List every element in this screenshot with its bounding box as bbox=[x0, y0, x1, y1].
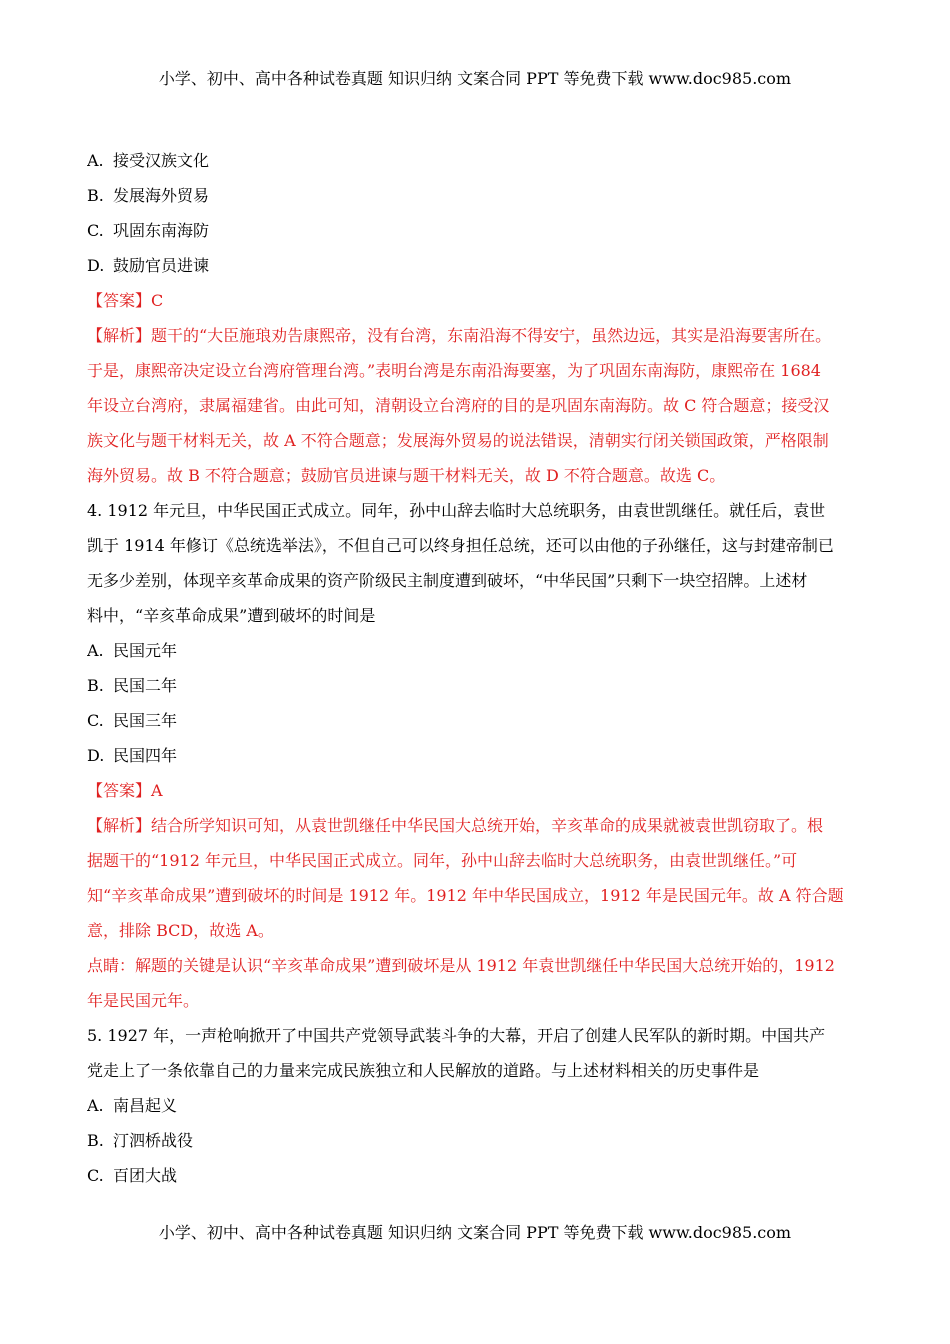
q3-analysis-line: 于是，康熙帝决定设立台湾府管理台湾。”表明台湾是东南沿海要塞，为了巩固东南海防，康熙帝在 1684 bbox=[87, 361, 821, 380]
q4-option-d: D. 民国四年 bbox=[87, 746, 178, 765]
q4-stem-line: 无多少差别，体现辛亥革命成果的资产阶级民主制度遭到破坏，“中华民国”只剩下一块空招牌。上述材 bbox=[87, 571, 808, 590]
q5-stem-line: 5. 1927 年，一声枪响掀开了中国共产党领导武装斗争的大幕，开启了创建人民军队的新时期。中国共产 bbox=[87, 1026, 826, 1045]
q5-option-c: C. 百团大战 bbox=[87, 1166, 178, 1185]
q4-analysis bbox=[87, 808, 867, 1018]
document-body bbox=[87, 143, 867, 1193]
q4-analysis-line: 据题干的“1912 年元旦，中华民国正式成立。同年，孙中山辞去临时大总统职务，由袁世凯继任。”可 bbox=[87, 851, 798, 870]
q5-stem bbox=[87, 1018, 867, 1088]
q3-analysis-line: 年设立台湾府，隶属福建省。由此可知，清朝设立台湾府的目的是巩固东南海防。故 C 符合题意；接受汉 bbox=[87, 396, 830, 415]
q3-analysis-line: 【解析】题干的“大臣施琅劝告康熙帝，没有台湾，东南沿海不得安宁，虽然边远，其实是沿海要害所在。 bbox=[87, 326, 832, 345]
q5-option-a: A. 南昌起义 bbox=[87, 1096, 178, 1115]
q3-option-c: C. 巩固东南海防 bbox=[87, 221, 210, 240]
q4-analysis-line: 【解析】结合所学知识可知，从袁世凯继任中华民国大总统开始，辛亥革命的成果就被袁世凯窃取了。根 bbox=[87, 816, 824, 835]
q3-option-d: D. 鼓励官员进谏 bbox=[87, 256, 210, 275]
q3-answer: 【答案】C bbox=[87, 291, 164, 310]
q4-tip-line: 年是民国元年。 bbox=[87, 991, 200, 1010]
q4-answer: 【答案】A bbox=[87, 781, 163, 800]
q3-analysis-line: 海外贸易。故 B 不符合题意；鼓励官员进谏与题干材料无关，故 D 不符合题意。故选 C。 bbox=[87, 466, 726, 485]
q3-option-b: B. 发展海外贸易 bbox=[87, 186, 210, 205]
q4-stem-line: 料中，“辛亥革命成果”遭到破坏的时间是 bbox=[87, 606, 376, 625]
q5-stem-line: 党走上了一条依靠自己的力量来完成民族独立和人民解放的道路。与上述材料相关的历史事件是 bbox=[87, 1061, 760, 1080]
q3-options bbox=[87, 143, 867, 283]
q5-options bbox=[87, 1088, 867, 1193]
q4-options bbox=[87, 633, 867, 773]
q3-option-a: A. 接受汉族文化 bbox=[87, 151, 210, 170]
q5-option-b: B. 汀泗桥战役 bbox=[87, 1131, 194, 1150]
q4-stem-line: 凯于 1914 年修订《总统选举法》，不但自己可以终身担任总统，还可以由他的子孙继任，这与封建帝制已 bbox=[87, 536, 834, 555]
q4-stem bbox=[87, 493, 867, 633]
q4-stem-line: 4. 1912 年元旦，中华民国正式成立。同年，孙中山辞去临时大总统职务，由袁世凯继任。就任后，袁世 bbox=[87, 501, 826, 520]
page-header: 小学、初中、高中各种试卷真题 知识归纳 文案合同 PPT 等免费下载 www.doc985.com bbox=[158, 69, 792, 88]
q4-option-c: C. 民国三年 bbox=[87, 711, 178, 730]
page-footer: 小学、初中、高中各种试卷真题 知识归纳 文案合同 PPT 等免费下载 www.doc985.com bbox=[158, 1223, 792, 1242]
q3-analysis bbox=[87, 318, 867, 493]
q4-analysis-line: 知“辛亥革命成果”遭到破坏的时间是 1912 年。1912 年中华民国成立，1912 年是民国元年。故 A 符合题 bbox=[87, 886, 844, 905]
q4-option-a: A. 民国元年 bbox=[87, 641, 178, 660]
q4-analysis-line: 意，排除 BCD，故选 A。 bbox=[87, 921, 274, 940]
q3-analysis-line: 族文化与题干材料无关，故 A 不符合题意；发展海外贸易的说法错误，清朝实行闭关锁国政策，严格限制 bbox=[87, 431, 829, 450]
q4-tip-line: 点睛：解题的关键是认识“辛亥革命成果”遭到破坏是从 1912 年袁世凯继任中华民国大总统开始的，1912 bbox=[87, 956, 835, 975]
q4-option-b: B. 民国二年 bbox=[87, 676, 178, 695]
